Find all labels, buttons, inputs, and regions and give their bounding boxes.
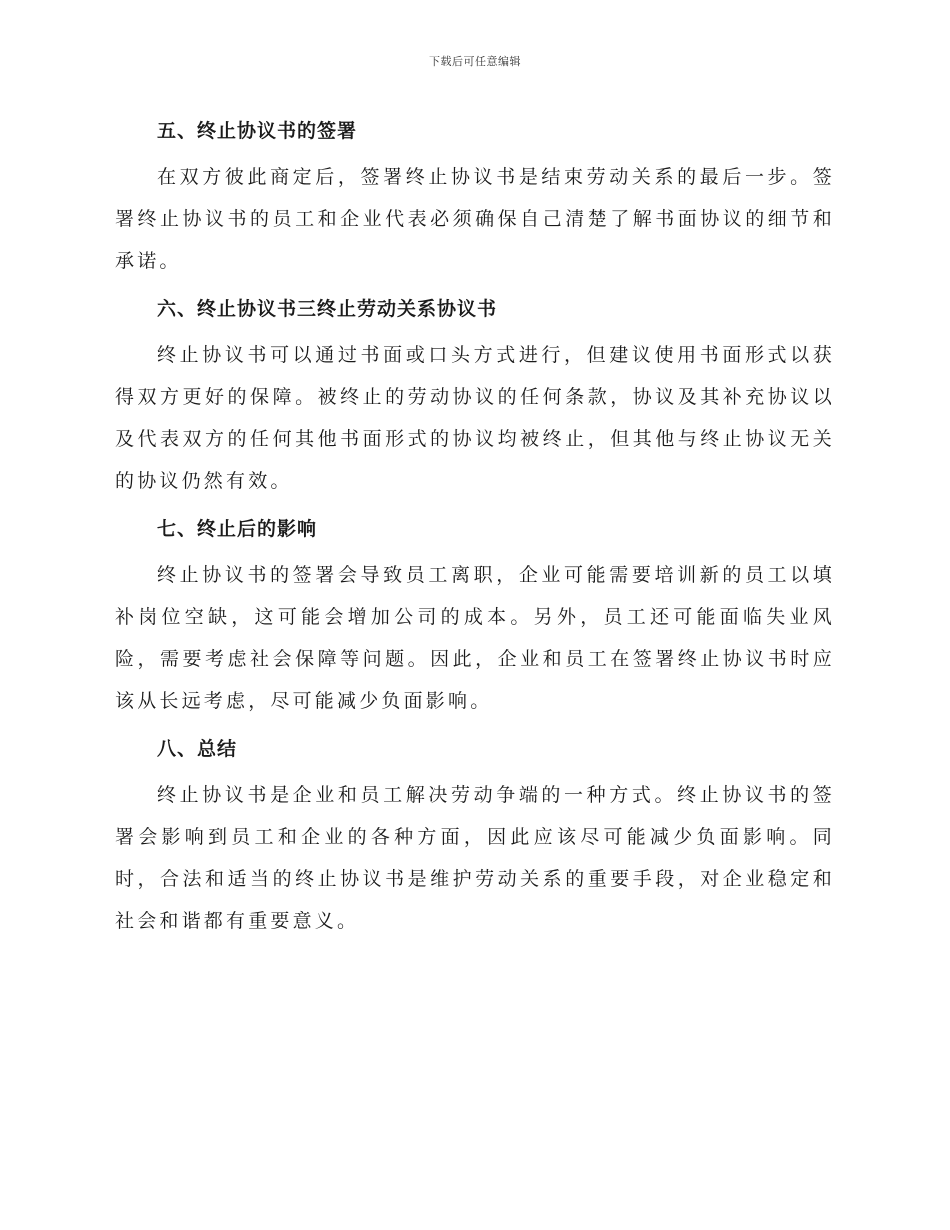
- section-heading: 六、终止协议书三终止劳动关系协议书: [157, 298, 498, 320]
- section-impact: [115, 508, 835, 722]
- section-paragraph: 在双方彼此商定后，签署终止协议书是结束劳动关系的最后一步。签署终止协议书的员工和企业代表必须确保自己清楚了解书面协议的细节和承诺。: [115, 166, 835, 272]
- section-paragraph: 终止协议书可以通过书面或口头方式进行，但建议使用书面形式以获得双方更好的保障。被终止的劳动协议的任何条款，协议及其补充协议以及代表双方的任何其他书面形式的协议均被终止，但其他与终止协议无关的协议仍然有效。: [115, 344, 835, 492]
- page-header: 下载后可任意编辑: [429, 55, 521, 68]
- section-paragraph: 终止协议书的签署会导致员工离职，企业可能需要培训新的员工以填补岗位空缺，这可能会增加公司的成本。另外，员工还可能面临失业风险，需要考虑社会保障等问题。因此，企业和员工在签署终止协议书时应该从长远考虑，尽可能减少负面影响。: [115, 564, 835, 712]
- section-paragraph: 终止协议书是企业和员工解决劳动争端的一种方式。终止协议书的签署会影响到员工和企业的各种方面，因此应该尽可能减少负面影响。同时，合法和适当的终止协议书是维护劳动关系的重要手段，对企业稳定和社会和谐都有重要意义。: [115, 784, 835, 932]
- section-termination-form: [115, 288, 835, 502]
- section-signing: [115, 110, 835, 282]
- section-heading: 七、终止后的影响: [157, 518, 318, 540]
- section-heading: 八、总结: [157, 738, 238, 760]
- section-heading: 五、终止协议书的签署: [157, 120, 358, 142]
- section-summary: [115, 728, 835, 942]
- document-body: [115, 110, 835, 948]
